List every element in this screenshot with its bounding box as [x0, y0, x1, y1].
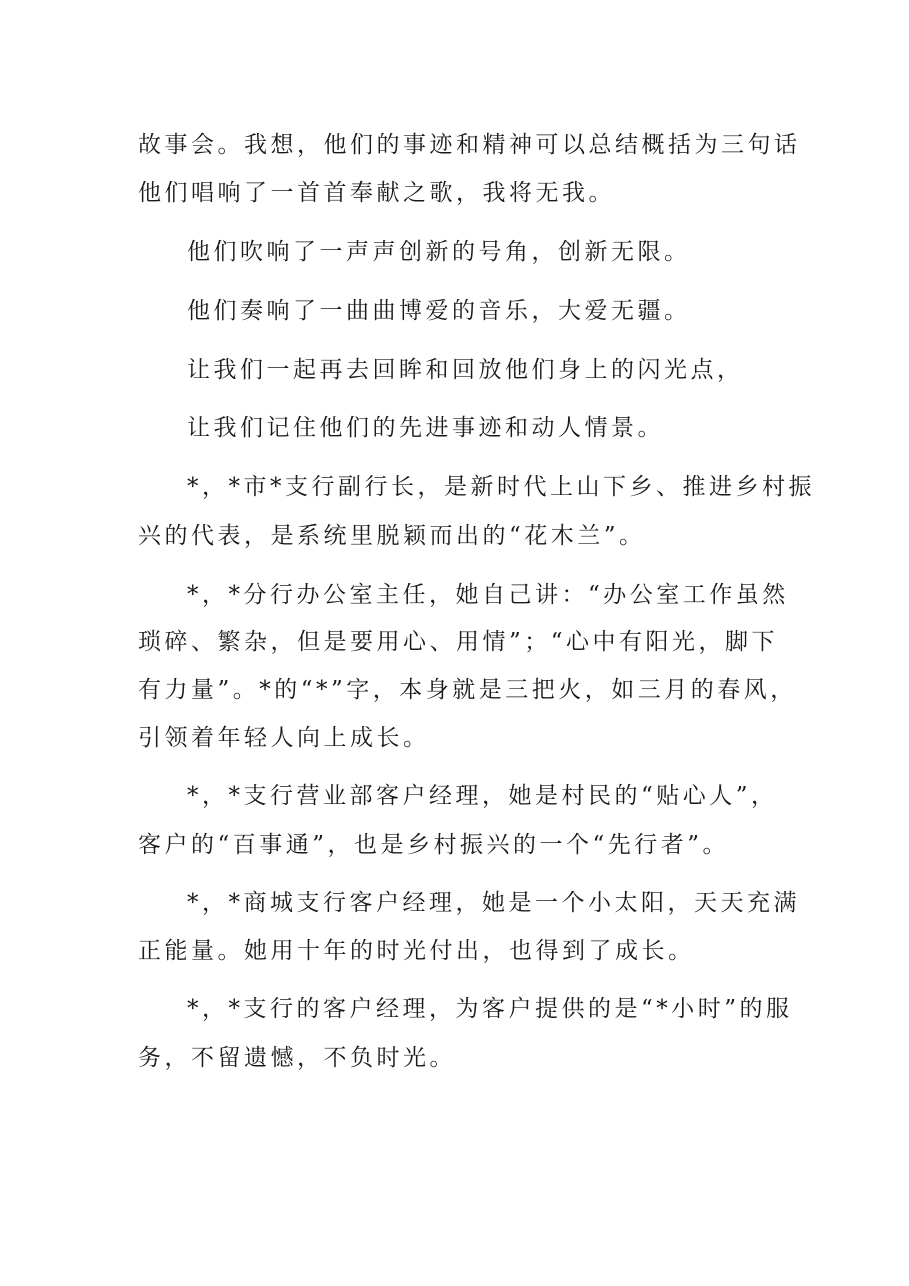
body-text-line: 让我们一起再去回眸和回放他们身上的闪光点， — [187, 357, 744, 383]
body-text-line: 他们吹响了一声声创新的号角，创新无限。 — [187, 239, 691, 265]
body-text-line: *，*市*支行副行长，是新时代上山下乡、推进乡村振 — [187, 474, 815, 500]
body-text-line: *，*分行办公室主任，她自己讲：“办公室工作虽然 — [187, 582, 789, 608]
body-text-line: 琐碎、繁杂，但是要用心、用情”；“心中有阳光，脚下 — [138, 629, 779, 655]
body-text-line: 故事会。我想，他们的事迹和精神可以总结概括为三句话 — [138, 132, 801, 158]
body-text-line: 正能量。她用十年的时光付出，也得到了成长。 — [138, 938, 695, 964]
body-text-line: 他们奏响了一曲曲博爱的音乐，大爱无疆。 — [187, 298, 691, 324]
body-text-line: 让我们记住他们的先进事迹和动人情景。 — [187, 415, 664, 441]
body-text-line: *，*支行营业部客户经理，她是村民的“贴心人”， — [187, 783, 778, 809]
body-text-line: 引领着年轻人向上成长。 — [138, 725, 430, 751]
body-text-line: 兴的代表，是系统里脱颖而出的“花木兰”。 — [138, 523, 646, 549]
body-text-line: *，*商城支行客户经理，她是一个小太阳，天天充满 — [187, 890, 800, 916]
body-text-line: 客户的“百事通”，也是乡村振兴的一个“先行者”。 — [138, 832, 730, 858]
body-text-line: 务，不留遗憾，不负时光。 — [138, 1045, 456, 1071]
body-text-line: 他们唱响了一首首奉献之歌，我将无我。 — [138, 180, 615, 206]
body-text-line: *，*支行的客户经理，为客户提供的是“*小时”的服 — [187, 996, 793, 1022]
body-text-line: 有力量”。*的“*”字，本身就是三把火，如三月的春风， — [138, 677, 797, 703]
